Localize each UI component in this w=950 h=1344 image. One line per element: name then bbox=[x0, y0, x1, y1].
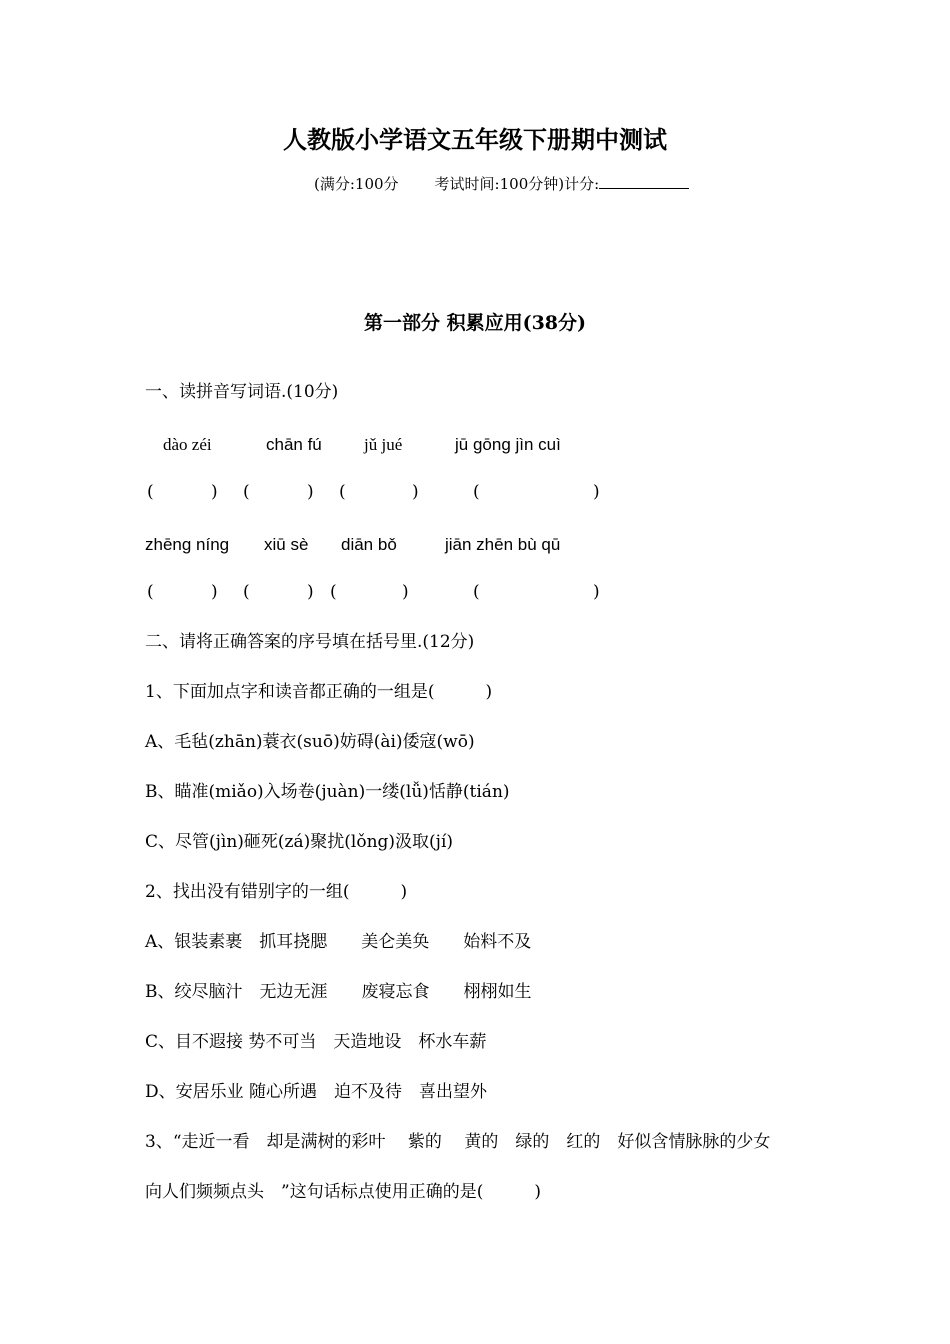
question-heading: 二、请将正确答案的序号填在括号里.(12分) bbox=[145, 632, 475, 652]
answer-paren-open[interactable]: ( bbox=[243, 482, 250, 502]
answer-paren-open[interactable]: ( bbox=[473, 582, 480, 602]
pinyin: jiān zhēn bù qū bbox=[445, 535, 561, 554]
sub-question: 2、找出没有错别字的一组( ) bbox=[145, 882, 408, 902]
answer-paren-close: ) bbox=[211, 582, 218, 602]
pinyin: zhēng níng bbox=[145, 535, 230, 554]
answer-paren-close: ) bbox=[593, 582, 600, 602]
score-blank bbox=[599, 176, 689, 189]
answer-paren-open[interactable]: ( bbox=[147, 482, 154, 502]
exam-info bbox=[314, 176, 689, 192]
answer-paren-open[interactable]: ( bbox=[243, 582, 250, 602]
option-c: C、尽管(jìn)砸死(zá)聚扰(lǒng)汲取(jí) bbox=[145, 832, 454, 852]
pinyin: diān bǒ bbox=[341, 535, 397, 554]
full-score: (满分:100分 bbox=[314, 175, 399, 193]
answer-paren-open[interactable]: ( bbox=[473, 482, 480, 502]
section-title: 第一部分 积累应用(38分) bbox=[363, 312, 587, 334]
pinyin: xiū sè bbox=[264, 535, 309, 554]
exam-time: 考试时间:100分钟)计分: bbox=[434, 175, 600, 193]
answer-paren-close: ) bbox=[307, 482, 314, 502]
answer-paren-close: ) bbox=[307, 582, 314, 602]
answer-paren-close: ) bbox=[412, 482, 419, 502]
option-a: A、银装素裹 抓耳挠腮 美仑美奂 始料不及 bbox=[145, 932, 532, 952]
answer-paren-open[interactable]: ( bbox=[339, 482, 346, 502]
option-c: C、目不遐接 势不可当 天造地设 杯水车薪 bbox=[145, 1032, 487, 1052]
sub-question-continued: 向人们频频点头 ”这句话标点使用正确的是( ) bbox=[145, 1182, 541, 1202]
pinyin: jǔ jué bbox=[364, 435, 403, 454]
answer-paren-close: ) bbox=[593, 482, 600, 502]
answer-paren-close: ) bbox=[211, 482, 218, 502]
answer-paren-open[interactable]: ( bbox=[330, 582, 337, 602]
option-d: D、安居乐业 随心所遇 迫不及待 喜出望外 bbox=[145, 1082, 488, 1102]
pinyin: dào zéi bbox=[163, 435, 212, 454]
page-title: 人教版小学语文五年级下册期中测试 bbox=[283, 126, 667, 154]
sub-question: 1、下面加点字和读音都正确的一组是( ) bbox=[145, 682, 493, 702]
answer-paren-close: ) bbox=[402, 582, 409, 602]
pinyin: chān fú bbox=[266, 435, 322, 454]
sub-question: 3、“走近一看 却是满树的彩叶 紫的 黄的 绿的 红的 好似含情脉脉的少女 bbox=[145, 1132, 771, 1152]
answer-paren-open[interactable]: ( bbox=[147, 582, 154, 602]
option-b: B、瞄准(miǎo)入场卷(juàn)一缕(lǚ)恬静(tián) bbox=[145, 782, 510, 802]
pinyin: jū gōng jìn cuì bbox=[455, 435, 561, 454]
option-a: A、毛毡(zhān)蓑衣(suō)妨碍(ài)倭寇(wō) bbox=[145, 732, 475, 752]
question-heading: 一、读拼音写词语.(10分) bbox=[145, 382, 339, 402]
option-b: B、绞尽脑汁 无边无涯 废寝忘食 栩栩如生 bbox=[145, 982, 532, 1002]
